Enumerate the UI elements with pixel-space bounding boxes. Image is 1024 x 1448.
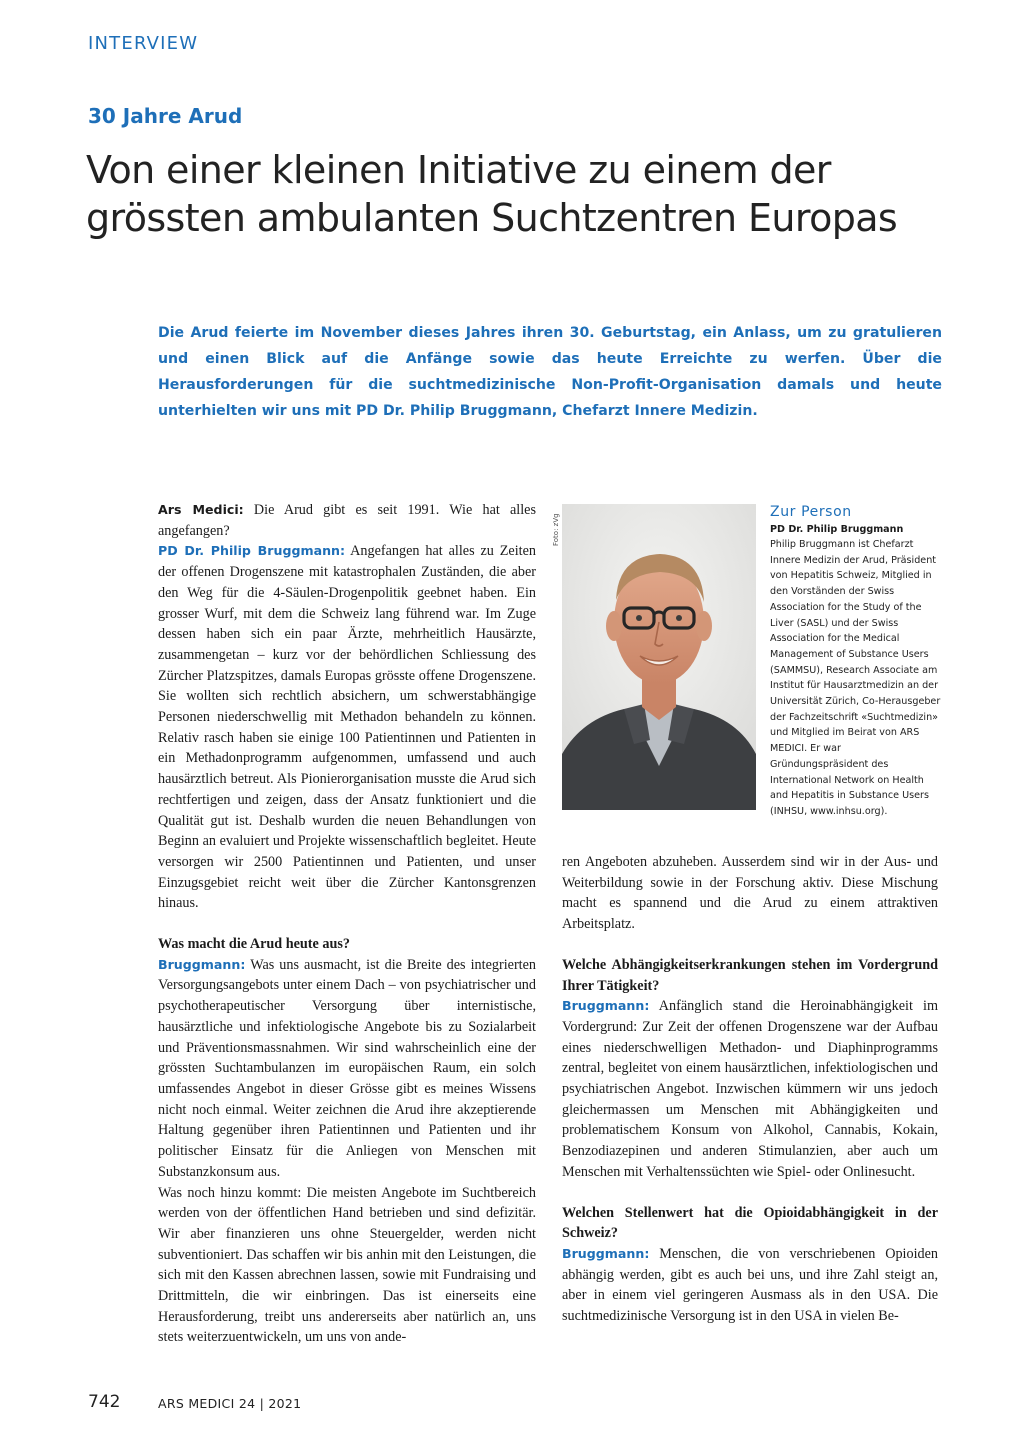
article-kicker: 30 Jahre Arud <box>88 104 243 128</box>
answer-1 <box>158 541 536 914</box>
interviewer-label: Ars Medici: <box>158 502 244 517</box>
speaker-label: Bruggmann: <box>562 998 650 1014</box>
article-lead: Die Arud feierte im November dieses Jahres ihren 30. Geburtstag, ein Anlass, um zu gratulieren und einen Blick auf die Anfänge sowie das heute Erreichte zu werfen. Über die Herausforderungen für die suchtmedizinische Non-Profit-Organisation damals und heute unterhielten wir uns mit PD Dr. Philip Bruggmann, Chefarzt Innere Medizin. <box>158 325 942 419</box>
question-1-text: Die Arud gibt es seit 1991. Wie hat alles angefangen? <box>158 502 537 539</box>
speaker-label: PD Dr. Philip Bruggmann: <box>158 543 346 559</box>
answer-1-text: Angefangen hat alles zu Zeiten der offenen Drogenszene mit katastrophalen Zuständen, die aber den Weg für die 4-Säulen-Drogenpolitik geebnet haben. Ein grosser Wurf, mit dem die Schweiz lang führend war. Im Zuge dessen haben sich ein paar Ärzte, mehrheitlich Hausärzte, zusammengetan – kurz vor der behördlichen Schliessung des Zürcher Platzspitzes, damals Europas grösste offene Drogenszene. Sie wollten sich rechtlich absichern, um schwerstabhängige Personen niederschwellig mit Methadon behandeln zu können. Relativ rasch haben sie einige 100 Patientinnen und Patienten in ein Methadonprogramm aufgenommen, umfassend und auch hausärztlich betreut. Als Pionierorganisation musste die Arud sich rechtfertigen und zeigen, dass der Ansatz funktioniert und die Qualität gut ist. Deshalb wurden die neuen Behandlungen von Beginn an evaluiert und Projekte wissenschaftlich begleitet. Heute versorgen wir 2500 Patientinnen und Patienten, und unser Einzugsgebiet reicht weit über die Zürcher Kantonsgrenzen hinaus. <box>158 543 537 912</box>
article-title: Von einer kleinen Initiative zu einem der grössten ambulanten Suchtzentren Europas <box>86 148 898 240</box>
answer-4 <box>562 1244 938 1327</box>
left-column <box>158 500 536 1348</box>
answer-4-text: Menschen, die von verschriebenen Opioiden abhängig werden, gibt es auch bei uns, und ihre Zahl steigt an, aber in einem viel geringeren Ausmass als in den USA. Die suchtmedizinische Versorgung ist in den USA in vielen Be- <box>562 1245 938 1325</box>
person-box <box>770 504 942 820</box>
right-column <box>562 852 938 1327</box>
person-bio: Philip Bruggmann ist Chefarzt Innere Medizin der Arud, Präsident von Hepatitis Schweiz, Mitglied in den Vorständen der Swiss Association for the Study of the Liver (SASL) und der Swiss Association for the Medical Management of Substance Users (SAMMSU), Research Associate am Institut für Hausarztmedizin an der Universität Zürich, Co-Herausgeber der Fachzeitschrift «Suchtmedizin» und Mitglied im Beirat von ARS MEDICI. Er war Gründungspräsident des International Network on Health and Hepatitis in Substance Users (INHSU, www.inhsu.org). <box>770 539 941 817</box>
question-3: Welche Abhängigkeitserkrankungen stehen im Vordergrund Ihrer Tätigkeit? <box>562 956 938 994</box>
answer-2-continued: ren Angeboten abzuheben. Ausserdem sind wir in der Aus- und Weiterbildung sowie in der Forschung aktiv. Diese Mischung macht es spannend und die Arud zu einem attraktiven Arbeitsplatz. <box>562 854 938 933</box>
answer-2-paragraph-2: Was noch hinzu kommt: Die meisten Angebote im Suchtbereich werden von der öffentlichen Hand betrieben und sind defizitär. Wir aber finanzieren uns ohne Steuergelder, werden nicht subventioniert. Das schaffen wir bis anhin mit den Leistungen, die sich mit den Kassen abrechnen lassen, sowie mit Fundraising und Drittmitteln, die wir einbringen. Das ist einerseits eine Herausforderung, treibt uns andererseits aber natürlich an, uns stets weiterzuentwickeln, um uns von ande- <box>158 1184 536 1346</box>
journal-footer: ARS MEDICI 24 | 2021 <box>158 1396 302 1411</box>
answer-2 <box>158 955 536 1183</box>
question-4: Welchen Stellenwert hat die Opioidabhängigkeit in der Schweiz? <box>562 1204 938 1242</box>
person-box-title: Zur Person <box>770 504 852 520</box>
photo-credit: Foto: zVg <box>552 513 560 546</box>
person-name: PD Dr. Philip Bruggmann <box>770 524 904 535</box>
answer-3 <box>562 996 938 1182</box>
speaker-label: Bruggmann: <box>158 956 246 972</box>
portrait-photo <box>562 504 756 810</box>
question-2: Was macht die Arud heute aus? <box>158 936 350 953</box>
speaker-label: Bruggmann: <box>562 1245 650 1261</box>
page-number: 742 <box>88 1392 121 1412</box>
answer-2-text: Was uns ausmacht, ist die Breite des integrierten Versorgungsangebots unter einem Dach – von psychiatrischer und psychotherapeutischer Versorgung über internistische, hausärztliche und infektiologische Angebote bis zu Sozialarbeit und Präventionsmassnahmen. Wir sind wahrscheinlich eine der grössten Suchtambulanzen im europäischen Raum, ein solch umfassendes Angebot in dieser Grösse gibt es meines Wissens nicht noch einmal. Weiter zeichnen die Arud ihre akzeptierende Haltung gegenüber ihren Patientinnen und Patienten und ihr politischer Einsatz für die Anliegen von Menschen mit Substanzkonsum aus. <box>158 956 537 1180</box>
answer-3-text: Anfänglich stand die Heroinabhängigkeit im Vordergrund: Zur Zeit der offenen Drogenszene war der Aufbau eines niederschwelligen Methadon- und Diaphinprogramms zentral, begleitet von einem hausärztlichen, infektiologischen und psychiatrischen Angebot. Inzwischen kümmern wir uns jedoch gleichermassen um Menschen mit Abhängigkeiten und problematischem Konsum von Alkohol, Cannabis, Kokain, Benzodiazepinen und anderen Stimulanzien, aber auch um Menschen mit Verhaltenssüchten wie Spiel- oder Onlinesucht. <box>562 998 938 1180</box>
question-1 <box>158 500 536 541</box>
section-label: INTERVIEW <box>88 33 199 54</box>
